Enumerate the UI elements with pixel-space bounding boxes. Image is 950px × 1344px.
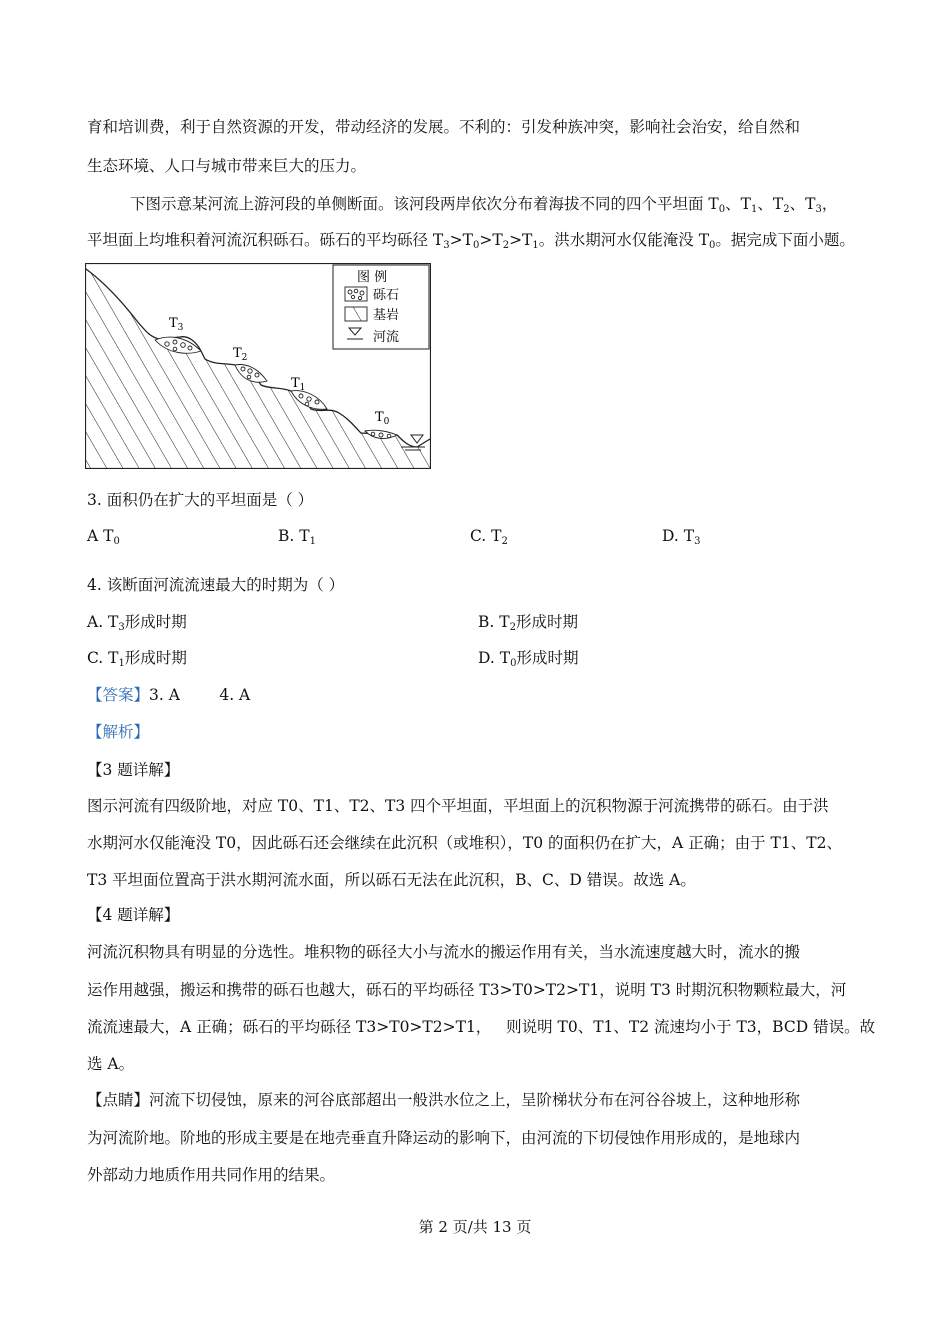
analysis-tag: 【解析】 — [87, 723, 150, 741]
label-t0: $T_0$ — [375, 410, 390, 427]
q4-option-c[interactable]: C. $T_1$形成时期 — [87, 649, 187, 669]
answer-text: 3. A 4. A — [149, 686, 251, 704]
legend-gravel-swatch — [345, 287, 367, 301]
stem-line-2: 平坦面上均堆积着河流沉积砾石。砾石的平均砾径 $T_3>T_0>T_2>T_1$。洪水期河水仅能淹没 $T_0$。据完成下面小题。 — [87, 231, 855, 251]
detail-3-line-1: 图示河流有四级阶地，对应 T0、T1、T2、T3 四个平坦面，平坦面上的沉积物源于河流携带的砾石。由于洪 — [87, 797, 829, 815]
label-t1: $T_1$ — [291, 376, 306, 393]
tip-line-1: 【点睛】河流下切侵蚀，原来的河谷底部超出一般洪水位之上，呈阶梯状分布在河谷谷坡上，这种地形称 — [87, 1091, 801, 1109]
intro-line-2: 生态环境、人口与城市带来巨大的压力。 — [87, 157, 367, 175]
detail-4-line-4: 选 A。 — [87, 1055, 135, 1073]
legend-bedrock-label: 基岩 — [373, 308, 400, 323]
legend-river-label: 河流 — [373, 330, 400, 345]
terrace-cross-section-figure — [85, 263, 431, 469]
legend-title: 图 例 — [357, 270, 388, 285]
detail-4-line-1: 河流沉积物具有明显的分选性。堆积物的砾径大小与流水的搬运作用有关，当水流速度越大时，流水的搬 — [87, 943, 801, 961]
q3-option-d[interactable]: D. $T_3$ — [662, 527, 701, 547]
detail-4-line-2: 运作用越强，搬运和携带的砾石也越大，砾石的平均砾径 T3>T0>T2>T1，说明 T3 时期沉积物颗粒最大，河 — [87, 981, 847, 999]
label-t2: $T_2$ — [233, 346, 248, 363]
q4-option-b[interactable]: B. $T_2$形成时期 — [478, 613, 578, 633]
detail-4-title: 【4 题详解】 — [87, 906, 180, 924]
q3-stem: 3. 面积仍在扩大的平坦面是（ ） — [87, 491, 314, 509]
q4-stem: 4. 该断面河流流速最大的时期为（ ） — [87, 576, 345, 594]
answer-line — [87, 685, 250, 705]
q3-option-a[interactable]: A $T_0$ — [87, 527, 120, 547]
intro-line-1: 育和培训费，利于自然资源的开发，带动经济的发展。不利的：引发种族冲突，影响社会治安，给自然和 — [87, 118, 801, 136]
stem-line-1: 下图示意某河流上游河段的单侧断面。该河段两岸依次分布着海拔不同的四个平坦面 $T_0$、$T_1$、$T_2$、$T_3$， — [130, 195, 838, 215]
detail-3-line-3: T3 平坦面位置高于洪水期河流水面，所以砾石无法在此沉积，B、C、D 错误。故选 A。 — [87, 871, 696, 889]
legend — [333, 265, 429, 349]
legend-gravel-label: 砾石 — [373, 288, 400, 303]
page-footer: 第 2 页/共 13 页 — [418, 1218, 532, 1236]
q3-option-c[interactable]: C. $T_2$ — [470, 527, 508, 547]
tip-tag: 【点睛】 — [87, 1091, 150, 1109]
q3-option-b[interactable]: B. $T_1$ — [278, 527, 316, 547]
detail-4-line-3: 流流速最大，A 正确；砾石的平均砾径 T3>T0>T2>T1， 则说明 T0、T1、T2 流速均小于 T3，BCD 错误。故 — [87, 1018, 876, 1036]
q4-option-a[interactable]: A. $T_3$形成时期 — [87, 613, 187, 633]
label-t3: $T_3$ — [169, 316, 184, 333]
legend-bedrock-swatch — [345, 307, 367, 321]
answer-tag: 【答案】 — [87, 686, 150, 704]
tip-line-2: 为河流阶地。阶地的形成主要是在地壳垂直升降运动的影响下，由河流的下切侵蚀作用形成的，是地球内 — [87, 1129, 801, 1147]
detail-3-line-2: 水期河水仅能淹没 T0，因此砾石还会继续在此沉积（或堆积），T0 的面积仍在扩大，A 正确；由于 T1、T2、 — [87, 834, 842, 852]
q4-option-d[interactable]: D. $T_0$形成时期 — [478, 649, 579, 669]
detail-3-title: 【3 题详解】 — [87, 761, 180, 779]
tip-line-3: 外部动力地质作用共同作用的结果。 — [87, 1166, 336, 1184]
